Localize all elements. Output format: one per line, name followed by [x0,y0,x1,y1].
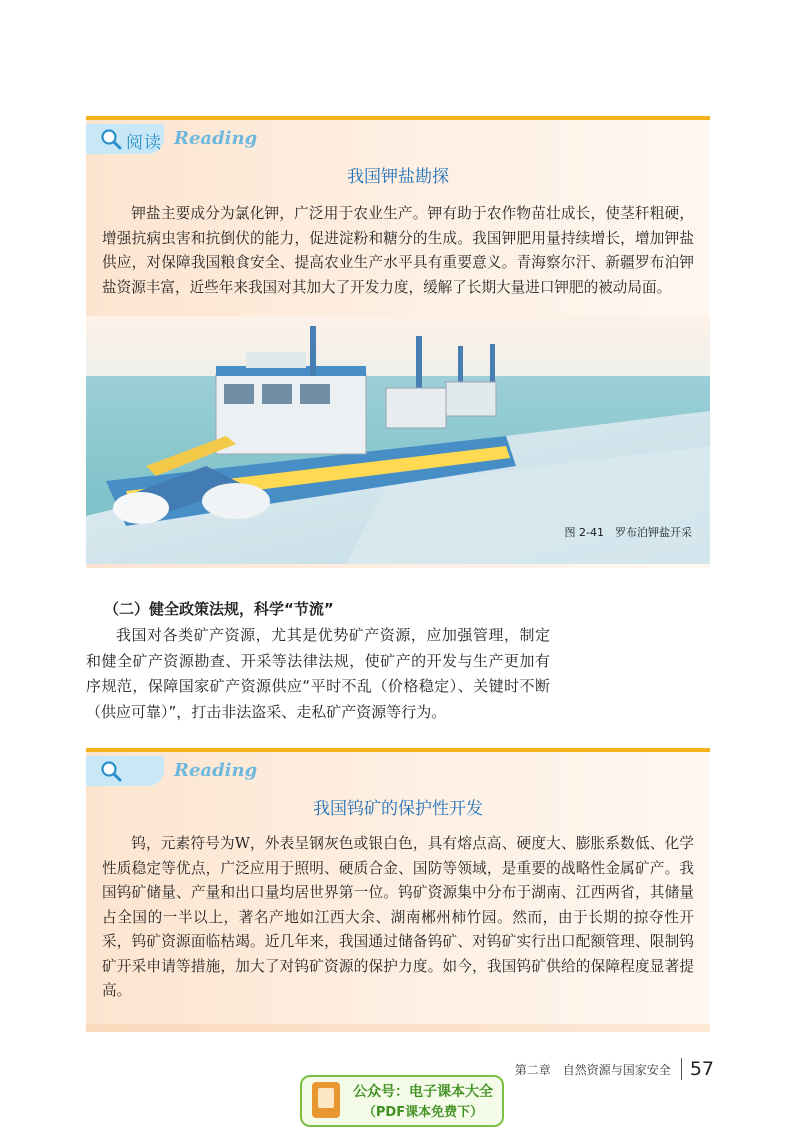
book-logo-icon [312,1082,340,1118]
page-number: 57 [689,1058,714,1080]
figure-caption: 图 2-41 罗布泊钾盐开采 [564,526,692,539]
reading-word: Reading [174,760,258,781]
reading-tag-background [86,756,164,786]
page-footer [515,1058,714,1080]
accent-bar [86,748,710,752]
magnifier-icon [100,760,122,782]
section-heading: （二）健全政策法规，科学“节流” [104,600,334,618]
salt-mining-photo [86,316,710,564]
watermark-stamp [300,1075,504,1127]
magnifier-icon [100,128,122,150]
reading-tag-label: 阅读 [126,133,162,153]
accent-bar [86,116,710,120]
watermark-line-2: （PDF课本免费下） [362,1105,484,1120]
box-paragraph: 钾盐主要成分为氯化钾，广泛用于农业生产。钾有助于农作物苗壮成长，使茎秆粗硬，增强抗病虫害和抗倒伏的能力，促进淀粉和糖分的生成。我国钾肥用量持续增长，增加钾盐供应，对保障我国粮食安全、提高农业生产水平具有重要意义。青海察尔汗、新疆罗布泊钾盐资源丰富，近些年来我国对其加大了开发力度，缓解了长期大量进口钾肥的被动局面。 [102,205,694,296]
reading-tag [86,756,258,792]
reading-tag [86,124,258,160]
section-paragraph: 我国对各类矿产资源，尤其是优势矿产资源，应加强管理，制定和健全矿产资源勘查、开采等法律法规，使矿产的开发与生产更加有序规范，保障国家矿产资源供应“平时不乱（价格稳定）、关键时不断（供应可靠）”，打击非法盗采、走私矿产资源等行为。 [86,626,550,721]
box-bottom-bar [86,1024,710,1032]
box-title: 我国钨矿的保护性开发 [313,799,483,819]
box-title: 我国钾盐勘探 [347,167,449,187]
reading-box-tungsten [86,748,710,1026]
footer-divider [681,1058,682,1080]
box-paragraph: 钨，元素符号为W，外表呈钢灰色或银白色，具有熔点高、硬度大、膨胀系数低、化学性质稳定等优点，广泛应用于照明、硬质合金、国防等领域，是重要的战略性金属矿产。我国钨矿储量、产量和出口量均居世界第一位。钨矿资源集中分布于湖南、江西两省，其储量占全国的一半以上，著名产地如江西大余、湖南郴州柿竹园。然而，由于长期的掠夺性开采，钨矿资源面临枯竭。近几年来，我国通过储备钨矿、对钨矿实行出口配额管理、限制钨矿开采申请等措施，加大了对钨矿资源的保护力度。如今，我国钨矿供给的保障程度显著提高。 [102,835,694,999]
watermark-line-1: 公众号：电子课本大全 [353,1084,493,1100]
reading-word: Reading [174,128,258,149]
chapter-label: 第二章 自然资源与国家安全 [514,1062,671,1077]
